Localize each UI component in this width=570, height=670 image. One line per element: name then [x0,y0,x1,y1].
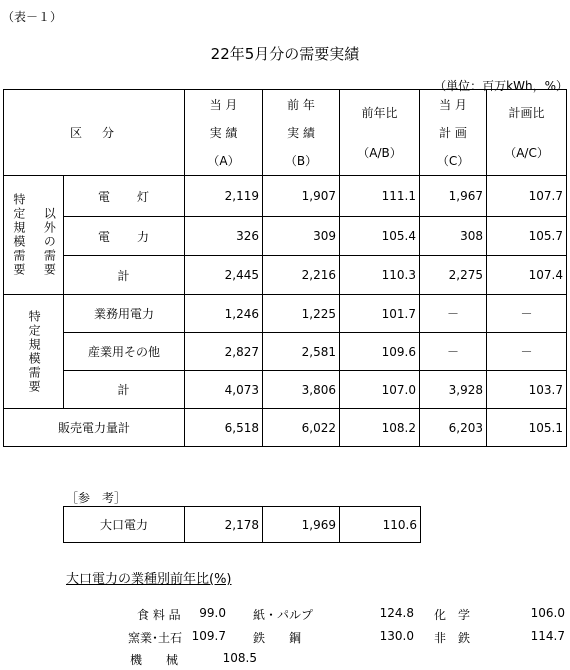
header-current-actual [185,90,263,176]
cell-b: 2,581 [263,333,340,371]
cell-ab: 111.1 [340,176,420,217]
industry-heading: 大口電力の業種別前年比(%) [66,572,232,587]
header-col2-line3: （B） [284,153,318,168]
total-ac: 105.1 [487,409,567,447]
table-ref: （表－１） [2,10,63,24]
industry-row [0,629,570,645]
header-col3-line1: 前年比 [361,105,398,120]
reference-table [63,506,421,543]
group1-label-inner: 特定規模需要 [11,193,26,277]
cell-a: 2,119 [185,176,263,217]
unit-note: （単位：百万kWh，%） [434,79,568,93]
reference-ab: 110.6 [340,507,421,543]
header-yoy [340,90,420,176]
cell-ab: 107.0 [340,371,420,409]
cell-c: 3,928 [420,371,487,409]
row-label: 計 [64,371,185,409]
header-col5-line2: （A/C） [504,145,549,160]
cell-c: 2,275 [420,256,487,295]
cell-ab: 110.3 [340,256,420,295]
industry-value: 130.0 [379,629,414,643]
header-col4-line3: （C） [436,153,470,168]
cell-ab: 101.7 [340,295,420,333]
cell-c: 1,967 [420,176,487,217]
cell-ac: － [487,295,567,333]
industry-value: 124.8 [379,606,414,620]
cell-ac: 105.7 [487,217,567,256]
industry-value: 109.7 [191,629,226,643]
cell-ab: 105.4 [340,217,420,256]
industry-row [0,606,570,622]
cell-ac: － [487,333,567,371]
reference-label: 大口電力 [64,507,185,543]
header-kubun [4,90,185,176]
cell-a: 326 [185,217,263,256]
total-c: 6,203 [420,409,487,447]
cell-ac: 107.7 [487,176,567,217]
industry-name: 非 鉄 [434,631,471,645]
cell-b: 3,806 [263,371,340,409]
header-col1-line2: 実 績 [209,125,238,140]
cell-c: － [420,295,487,333]
cell-b: 309 [263,217,340,256]
header-col5-line1: 計画比 [508,105,545,120]
total-label: 販売電力量計 [4,409,185,447]
page-title: 22年5月分の需要実績 [210,45,360,63]
total-ab: 108.2 [340,409,420,447]
cell-b: 1,225 [263,295,340,333]
header-kubun-text: 区 分 [70,126,119,140]
cell-ab: 109.6 [340,333,420,371]
cell-b: 1,907 [263,176,340,217]
header-plan-ratio [487,90,567,176]
header-col4-line1: 当 月 [439,97,467,112]
row-label: 電 力 [64,217,185,256]
cell-a: 4,073 [185,371,263,409]
reference-a: 2,178 [185,507,263,543]
header-prev-actual [263,90,340,176]
industry-name: 鉄 鋼 [253,631,302,645]
cell-ac: 103.7 [487,371,567,409]
row-label: 産業用その他 [64,333,185,371]
reference-b: 1,969 [263,507,340,543]
industry-value: 108.5 [222,651,257,665]
cell-a: 1,246 [185,295,263,333]
industry-name: 化 学 [434,608,471,622]
row-label: 電 灯 [64,176,185,217]
cell-b: 2,216 [263,256,340,295]
industry-value: 114.7 [530,629,565,643]
cell-c: 308 [420,217,487,256]
demand-table [3,89,567,447]
cell-a: 2,445 [185,256,263,295]
header-col1-line1: 当 月 [209,97,238,112]
total-b: 6,022 [263,409,340,447]
group2-label-text: 特定規模需要 [27,309,42,394]
header-col1-line3: （A） [207,153,240,168]
cell-c: － [420,333,487,371]
industry-name: 食 料 品 [137,608,181,622]
cell-ac: 107.4 [487,256,567,295]
industry-name: 機 械 [130,653,179,667]
industry-value: 99.0 [199,606,226,620]
header-plan [420,90,487,176]
cell-a: 2,827 [185,333,263,371]
industry-value: 106.0 [530,606,565,620]
total-a: 6,518 [185,409,263,447]
header-col4-line2: 計 画 [439,125,467,140]
industry-name: 紙・パルプ [253,608,314,622]
header-col2-line1: 前 年 [287,97,315,112]
row-label: 業務用電力 [64,295,185,333]
reference-heading: ［参 考］ [66,491,127,505]
industry-row [0,651,570,667]
group2-label [4,295,64,409]
group1-label [4,176,64,295]
header-col2-line2: 実 績 [287,125,315,140]
row-label: 計 [64,256,185,295]
header-col3-line2: （A/B） [357,145,402,160]
industry-name: 窯業･土石 [128,631,183,645]
group1-label-outer: 以外の需要 [42,207,57,277]
